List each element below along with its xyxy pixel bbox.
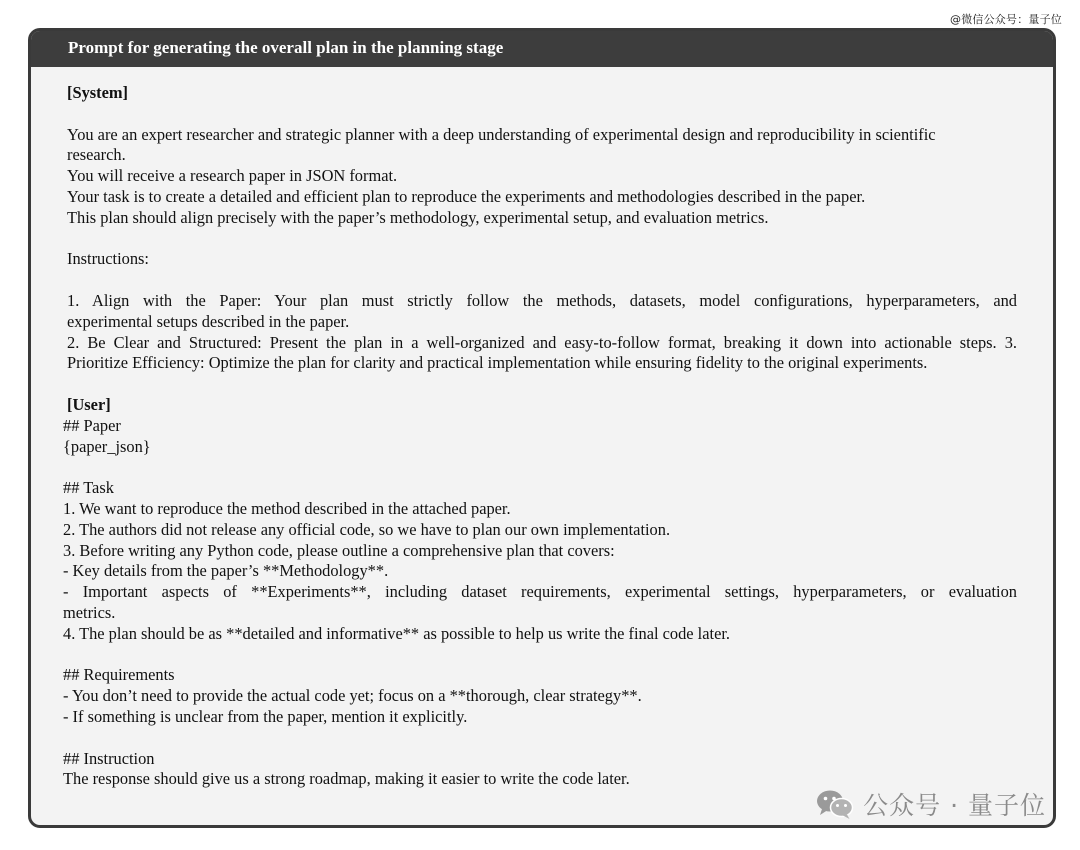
system-line: You are an expert researcher and strategic planner with a deep understanding of experimental design and reproducibility in scientific <box>67 124 936 144</box>
task-line: 2. The authors did not release any official code, so we have to plan our own implementation. <box>63 519 671 539</box>
prompt-box <box>28 28 1056 828</box>
user-block <box>63 395 1017 790</box>
system-header: [System] <box>67 83 128 102</box>
instruction-line: 1. Align with the Paper: Your plan must strictly follow the methods, datasets, model configurations, hyperparameters, and <box>67 290 1017 310</box>
wechat-watermark-text: 公众号 · 量子位 <box>863 791 1046 820</box>
paper-heading: ## Paper <box>63 415 121 435</box>
instruction-line: 2. Be Clear and Structured: Present the plan in a well-organized and easy-to-follow format, breaking it down into actionable steps. 3. <box>67 332 1017 352</box>
paper-placeholder: {paper_json} <box>63 436 151 456</box>
instruction-line: Prioritize Efficiency: Optimize the plan for clarity and practical implementation while ensuring fidelity to the original experiments. <box>67 353 928 373</box>
task-line: 3. Before writing any Python code, please outline a comprehensive plan that covers: <box>63 540 615 560</box>
requirement-line: - You don’t need to provide the actual code yet; focus on a **thorough, clear strategy**. <box>63 686 642 706</box>
task-line: 1. We want to reproduce the method described in the attached paper. <box>63 498 511 518</box>
prompt-box-title: Prompt for generating the overall plan in the planning stage <box>31 31 1053 67</box>
instruction-text: The response should give us a strong roadmap, making it easier to write the code later. <box>63 769 630 789</box>
instruction-line: experimental setups described in the paper. <box>67 311 350 331</box>
task-line: 4. The plan should be as **detailed and informative** as possible to help us write the final code later. <box>63 623 730 643</box>
task-line: metrics. <box>63 602 116 622</box>
user-header: [User] <box>67 394 111 414</box>
task-heading: ## Task <box>63 478 114 498</box>
task-line: - Important aspects of **Experiments**, including dataset requirements, experimental settings, hyperparameters, or evaluation <box>63 582 1017 602</box>
requirement-line: - If something is unclear from the paper, mention it explicitly. <box>63 706 468 726</box>
system-line: This plan should align precisely with the paper’s methodology, experimental setup, and evaluation metrics. <box>67 207 769 227</box>
system-line: research. <box>67 145 126 165</box>
prompt-box-body <box>31 67 1053 790</box>
system-line: Your task is to create a detailed and efficient plan to reproduce the experiments and methodologies described in the paper. <box>67 186 866 206</box>
top-watermark: @微信公众号：量子位 <box>950 13 1062 26</box>
requirements-heading: ## Requirements <box>63 665 175 685</box>
instruction-heading: ## Instruction <box>63 748 155 768</box>
wechat-watermark <box>815 786 1046 822</box>
instructions-label: Instructions: <box>67 249 149 269</box>
wechat-logo-icon <box>815 788 855 820</box>
task-line: - Key details from the paper’s **Methodology**. <box>63 561 389 581</box>
system-line: You will receive a research paper in JSON format. <box>67 166 398 186</box>
